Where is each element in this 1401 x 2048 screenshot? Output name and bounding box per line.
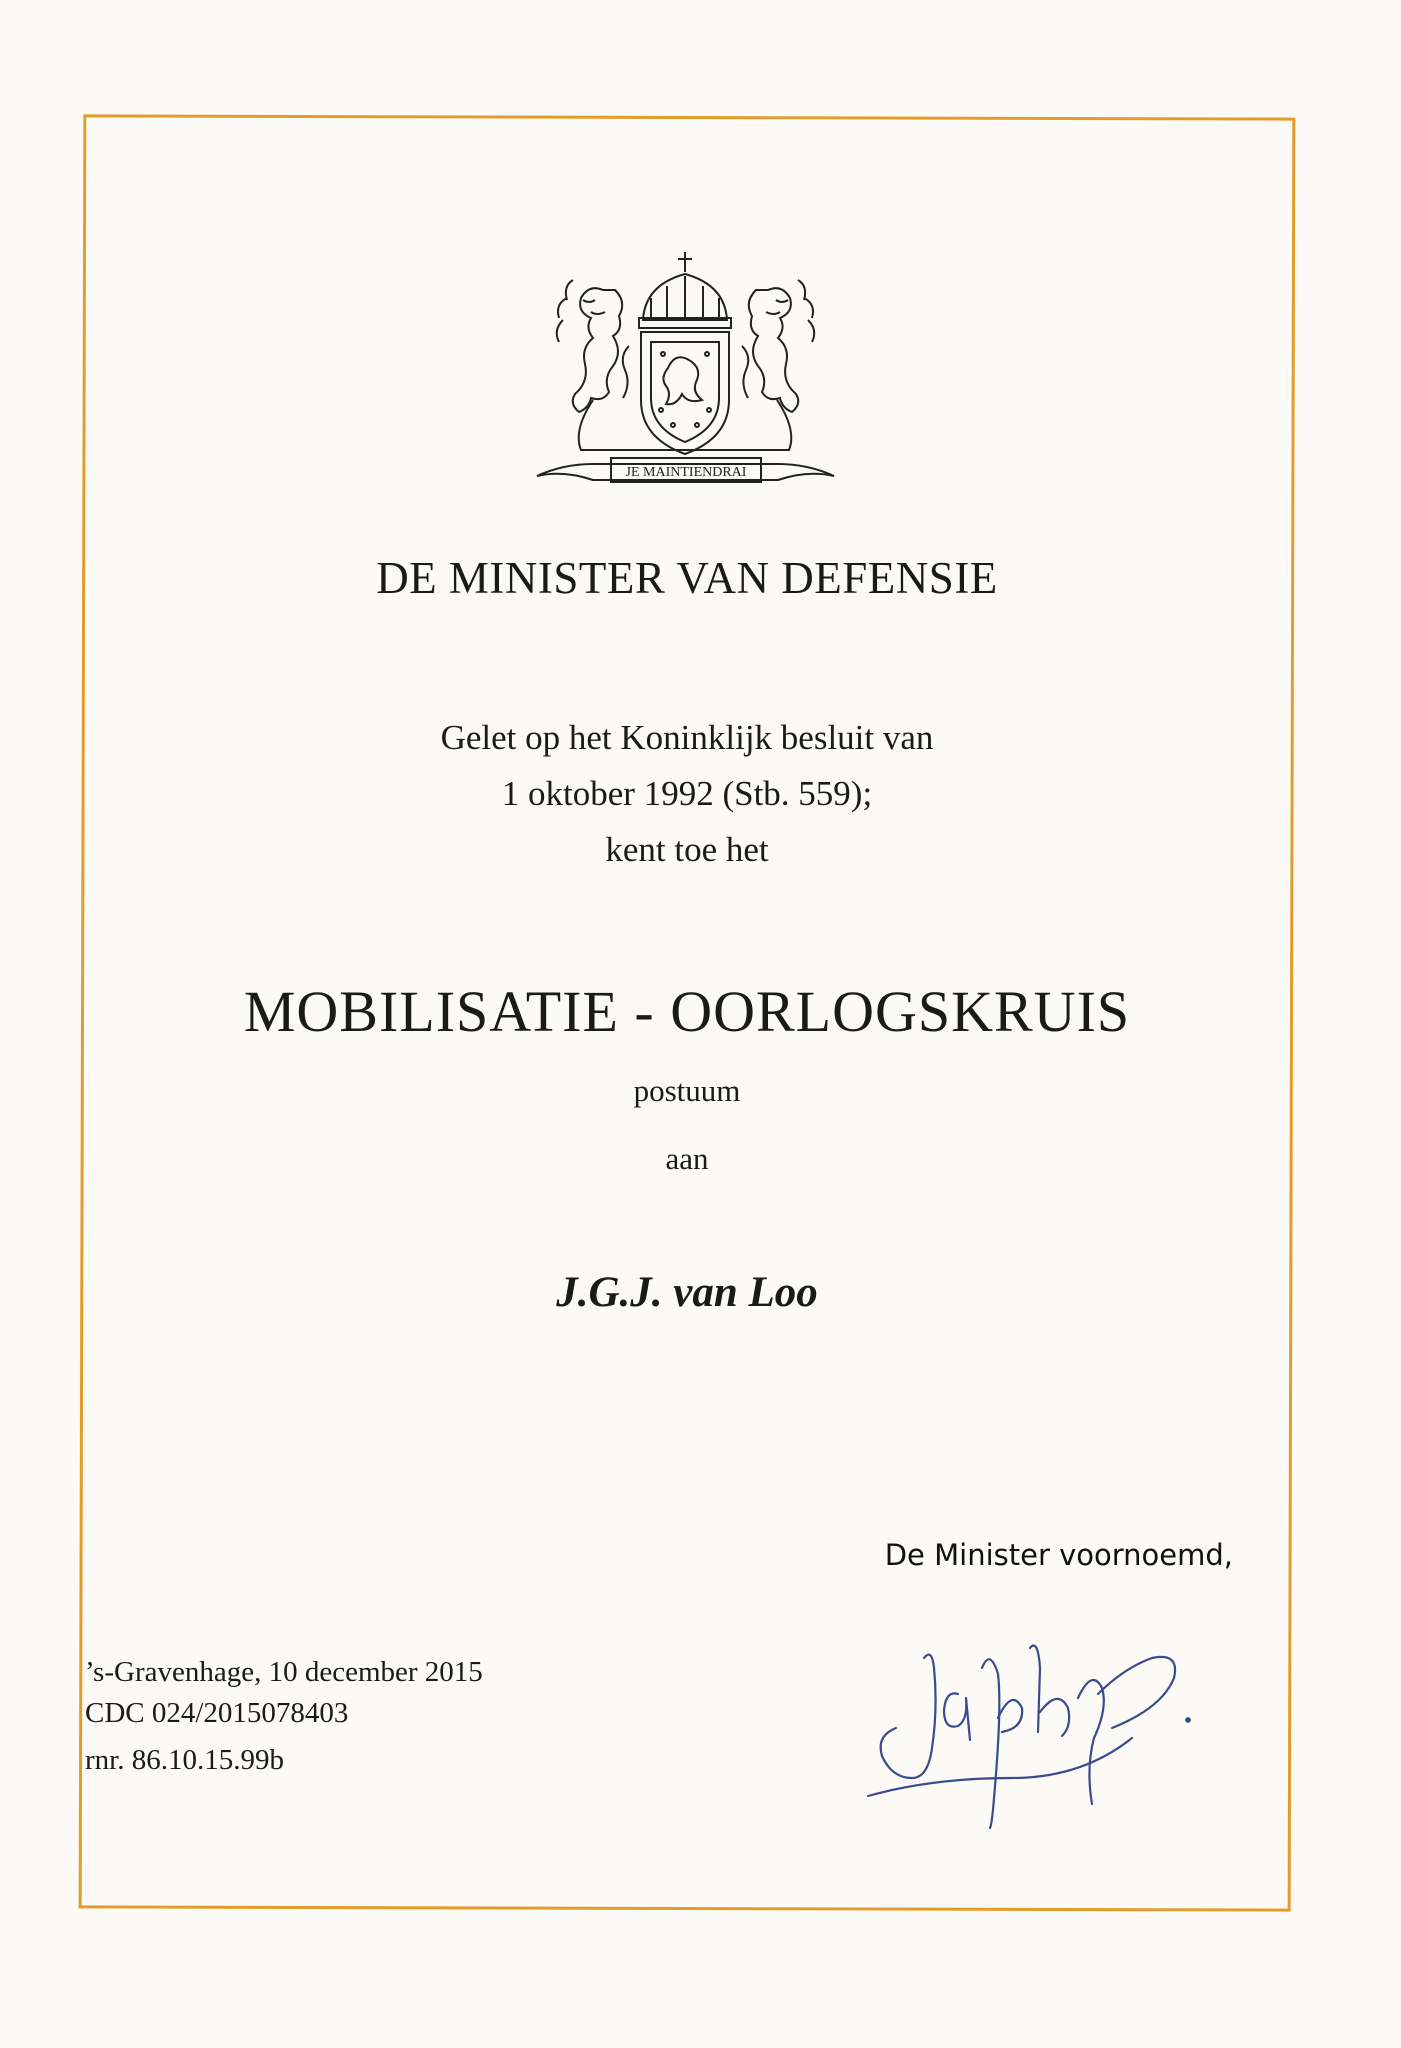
motto-text: JE MAINTIENDRAI — [625, 465, 747, 480]
closing-line: De Minister voornoemd, — [884, 1538, 1233, 1572]
preamble-line-1: Gelet op het Koninklijk besluit van — [440, 718, 934, 757]
registration-number: rnr. 86.10.15.99b — [85, 1744, 284, 1776]
aan-label: aan — [665, 1141, 709, 1176]
minister-signature — [862, 1628, 1202, 1838]
coat-of-arms — [533, 250, 838, 485]
recipient-name: J.G.J. van Loo — [556, 1269, 818, 1316]
postuum-label: postuum — [633, 1073, 741, 1108]
preamble-line-3: kent toe het — [605, 830, 769, 869]
signature-icon — [862, 1628, 1202, 1838]
issuer-heading: DE MINISTER VAN DEFENSIE — [376, 553, 998, 603]
preamble-line-2: 1 oktober 1992 (Stb. 559); — [501, 774, 873, 813]
award-title: MOBILISATIE - OORLOGSKRUIS — [243, 979, 1131, 1044]
cdc-number: CDC 024/2015078403 — [85, 1697, 349, 1729]
royal-coat-of-arms-icon — [533, 250, 838, 485]
place-date: ’s-Gravenhage, 10 december 2015 — [85, 1656, 483, 1688]
